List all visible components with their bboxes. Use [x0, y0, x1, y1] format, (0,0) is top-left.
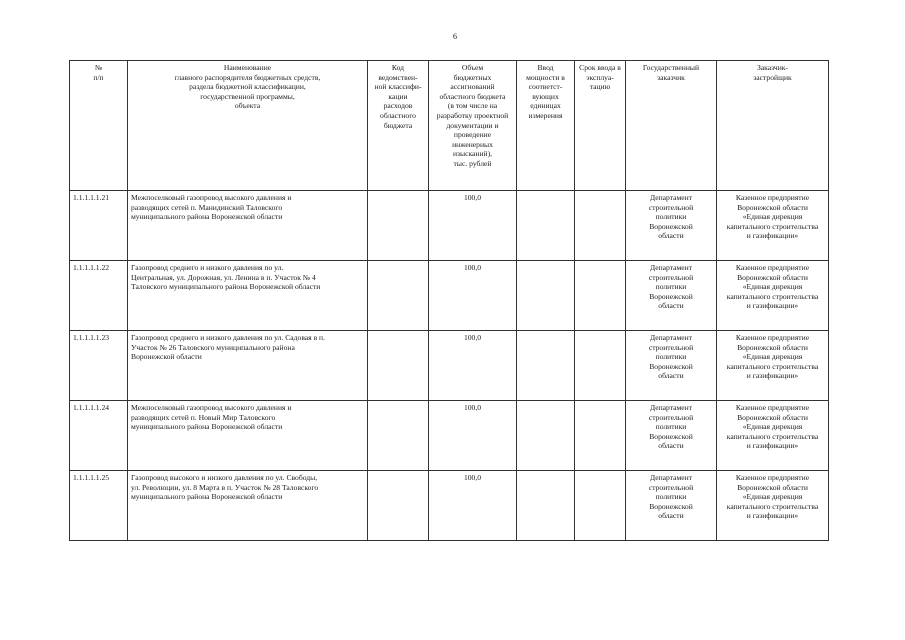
developer-line: «Единая дирекция	[742, 492, 803, 502]
state-customer-cell	[626, 401, 717, 471]
header-line: ной классифи-	[374, 82, 422, 92]
row-number: 1.1.1.1.1.21	[70, 191, 128, 261]
header-line: Объем	[461, 63, 484, 72]
objects-table	[69, 60, 829, 541]
developer-cell	[717, 331, 829, 401]
state-customer-line: Департамент	[649, 263, 693, 272]
code-cell	[368, 261, 429, 331]
capacity-cell	[517, 261, 575, 331]
developer-cell	[717, 401, 829, 471]
header-line: расходов	[383, 101, 413, 111]
header-amount	[429, 61, 517, 191]
state-customer-line: строительной	[648, 412, 694, 422]
developer-line: и газификации»	[746, 441, 799, 451]
header-line: застройщик	[753, 72, 792, 82]
developer-line: Воронежской области	[737, 202, 808, 212]
object-name-line: разводящих сетей п. Новый Мир Таловского	[131, 412, 276, 422]
state-customer-cell	[626, 471, 717, 541]
state-customer-line: области	[658, 371, 684, 381]
object-name-line: Таловского муниципального района Воронежской области	[131, 282, 321, 292]
object-name-line: муниципального района Воронежской области	[131, 212, 283, 222]
developer-line: капитального строительства	[726, 361, 819, 371]
object-name-line: муниципального района Воронежской области	[131, 422, 283, 432]
state-customer-line: Воронежской	[649, 431, 693, 441]
developer-line: капитального строительства	[726, 501, 819, 511]
developer-line: Казенное предприятие	[735, 403, 810, 412]
amount-cell: 100,0	[429, 261, 517, 331]
state-customer-line: Департамент	[649, 403, 693, 412]
state-customer-line: области	[658, 441, 684, 451]
term-cell	[575, 261, 626, 331]
object-name-line: муниципального района Воронежской области	[131, 492, 283, 502]
header-line: Код	[391, 63, 405, 72]
object-name-line: Центральная, ул. Дорожная, ул. Ленина в п. Участок № 4	[131, 272, 316, 282]
object-name-line: Межпоселковый газопровод высокого давления и	[131, 193, 292, 202]
state-customer-line: Воронежской	[649, 221, 693, 231]
developer-line: Воронежской области	[737, 482, 808, 492]
table-row	[70, 261, 829, 331]
header-term	[575, 61, 626, 191]
state-customer-line: политики	[655, 492, 687, 502]
header-line: инженерных	[452, 139, 493, 149]
developer-line: Казенное предприятие	[735, 263, 810, 272]
header-line: областного бюджета	[439, 91, 506, 101]
header-line: Наименование	[223, 63, 272, 72]
developer-line: «Единая дирекция	[742, 282, 803, 292]
state-customer-line: Воронежской	[649, 361, 693, 371]
object-name	[128, 331, 368, 401]
table-row	[70, 331, 829, 401]
header-line: измерения	[528, 110, 563, 120]
header-name	[128, 61, 368, 191]
term-cell	[575, 471, 626, 541]
state-customer-line: политики	[655, 282, 687, 292]
header-line: (в том числе на	[447, 101, 498, 111]
header-line: ассигнований	[450, 82, 495, 92]
term-cell	[575, 331, 626, 401]
row-number: 1.1.1.1.1.25	[70, 471, 128, 541]
state-customer-cell	[626, 261, 717, 331]
capacity-cell	[517, 401, 575, 471]
table-row	[70, 191, 829, 261]
header-line: Заказчик-	[756, 63, 789, 72]
state-customer-cell	[626, 191, 717, 261]
header-line: главного распорядителя бюджетных средств,	[174, 72, 321, 82]
header-capacity	[517, 61, 575, 191]
developer-line: и газификации»	[746, 371, 799, 381]
amount-cell: 100,0	[429, 471, 517, 541]
row-number: 1.1.1.1.1.24	[70, 401, 128, 471]
table-row	[70, 401, 829, 471]
state-customer-line: строительной	[648, 202, 694, 212]
developer-line: Воронежской области	[737, 342, 808, 352]
state-customer-line: Департамент	[649, 473, 693, 482]
state-customer-line: Департамент	[649, 193, 693, 202]
header-line: тыс. рублей	[453, 158, 492, 168]
developer-line: и газификации»	[746, 231, 799, 241]
header-line: бюджета	[383, 120, 413, 130]
header-line: Государственный	[642, 63, 700, 72]
amount-cell: 100,0	[429, 331, 517, 401]
developer-line: Казенное предприятие	[735, 473, 810, 482]
header-number	[70, 61, 128, 191]
code-cell	[368, 401, 429, 471]
state-customer-line: Воронежской	[649, 501, 693, 511]
header-line: вующих	[532, 91, 559, 101]
state-customer-line: области	[658, 301, 684, 311]
developer-line: и газификации»	[746, 301, 799, 311]
header-line: единицах	[530, 101, 561, 111]
header-state-customer	[626, 61, 717, 191]
table-row	[70, 471, 829, 541]
header-line: государственной программы,	[200, 91, 295, 101]
header-line: изысканий),	[452, 149, 493, 159]
state-customer-line: политики	[655, 352, 687, 362]
header-line: кации	[388, 91, 408, 101]
header-line: заказчик	[657, 72, 685, 82]
amount-cell: 100,0	[429, 191, 517, 261]
code-cell	[368, 471, 429, 541]
object-name-line: Газопровод высокого и низкого давления по ул. Свободы,	[131, 473, 318, 482]
header-code	[368, 61, 429, 191]
table-header-row	[70, 61, 829, 191]
state-customer-cell	[626, 331, 717, 401]
developer-line: и газификации»	[746, 511, 799, 521]
object-name-line: ул. Революции, ул. 8 Марта в п. Участок № 28 Таловского	[131, 482, 319, 492]
state-customer-line: Департамент	[649, 333, 693, 342]
developer-line: «Единая дирекция	[742, 212, 803, 222]
developer-cell	[717, 261, 829, 331]
object-name-line: разводящих сетей п. Манидинский Таловского	[131, 202, 283, 212]
header-line: №	[94, 63, 103, 72]
developer-line: Воронежской области	[737, 412, 808, 422]
state-customer-line: области	[658, 511, 684, 521]
header-line: ведомствен-	[378, 72, 418, 82]
row-number: 1.1.1.1.1.23	[70, 331, 128, 401]
state-customer-line: Воронежской	[649, 291, 693, 301]
developer-line: Казенное предприятие	[735, 333, 810, 342]
developer-line: «Единая дирекция	[742, 352, 803, 362]
capacity-cell	[517, 331, 575, 401]
header-line: Срок ввода в	[579, 63, 621, 72]
header-developer	[717, 61, 829, 191]
header-line: соответст-	[528, 82, 563, 92]
state-customer-line: политики	[655, 212, 687, 222]
header-line: мощности в	[526, 72, 565, 82]
state-customer-line: строительной	[648, 272, 694, 282]
object-name-line: Воронежской области	[131, 352, 202, 362]
capacity-cell	[517, 471, 575, 541]
state-customer-line: строительной	[648, 342, 694, 352]
page-number: 6	[453, 32, 457, 41]
header-line: эксплуа-	[586, 72, 614, 82]
state-customer-line: области	[658, 231, 684, 241]
object-name	[128, 471, 368, 541]
developer-line: капитального строительства	[726, 291, 819, 301]
object-name	[128, 401, 368, 471]
term-cell	[575, 191, 626, 261]
developer-cell	[717, 191, 829, 261]
header-line: проведение	[453, 130, 492, 140]
state-customer-line: строительной	[648, 482, 694, 492]
code-cell	[368, 331, 429, 401]
header-line: Ввод	[537, 63, 554, 72]
developer-line: Казенное предприятие	[735, 193, 810, 202]
object-name	[128, 261, 368, 331]
header-line: бюджетных	[453, 72, 492, 82]
code-cell	[368, 191, 429, 261]
header-line: документации и	[446, 120, 499, 130]
header-line: объекта	[234, 101, 261, 111]
object-name-line: Газопровод среднего и низкого давления по ул. Садовая в п.	[131, 333, 326, 342]
object-name	[128, 191, 368, 261]
term-cell	[575, 401, 626, 471]
capacity-cell	[517, 191, 575, 261]
object-name-line: Участок № 26 Таловского муниципального района	[131, 342, 295, 352]
amount-cell: 100,0	[429, 401, 517, 471]
developer-line: капитального строительства	[726, 431, 819, 441]
developer-line: «Единая дирекция	[742, 422, 803, 432]
header-line: тацию	[589, 82, 611, 92]
state-customer-line: политики	[655, 422, 687, 432]
object-name-line: Газопровод среднего и низкого давления по ул.	[131, 263, 284, 272]
header-line: областного	[380, 110, 416, 120]
header-line: разработку проектной	[436, 110, 509, 120]
object-name-line: Межпоселковый газопровод высокого давления и	[131, 403, 292, 412]
row-number: 1.1.1.1.1.22	[70, 261, 128, 331]
developer-line: Воронежской области	[737, 272, 808, 282]
developer-line: капитального строительства	[726, 221, 819, 231]
developer-cell	[717, 471, 829, 541]
header-line: п/п	[93, 72, 104, 82]
header-line: раздела бюджетной классификации,	[189, 82, 306, 92]
